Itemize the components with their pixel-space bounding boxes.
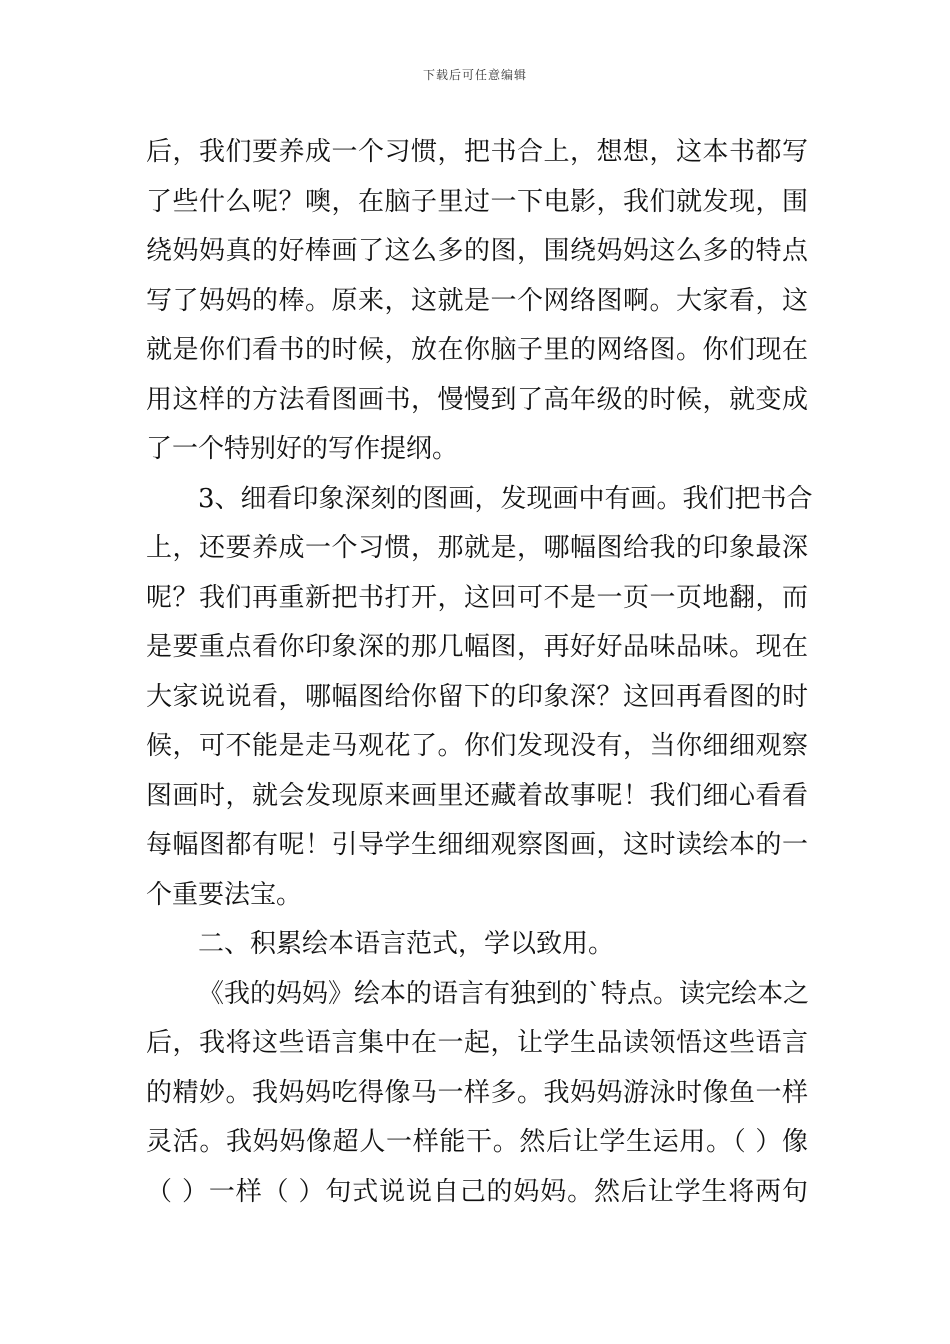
text-line: 用这样的方法看图画书，慢慢到了高年级的时候，就变成: [146, 384, 808, 415]
paragraph-start-line: 3、细看印象深刻的图画，发现画中有画。我们把书合: [198, 483, 813, 514]
text-line: 绕妈妈真的好棒画了这么多的图，围绕妈妈这么多的特点: [146, 236, 808, 266]
text-line: 是要重点看你印象深的那几幅图，再好好品味品味。现在: [146, 632, 808, 662]
text-line: 个重要法宝。: [146, 879, 303, 910]
text-line: 的精妙。我妈妈吃得像马一样多。我妈妈游泳时像鱼一样: [146, 1077, 808, 1108]
document-body: [146, 128, 813, 1217]
text-line: 灵活。我妈妈像超人一样能干。然后让学生运用。（ ）像: [146, 1127, 808, 1157]
section-heading: 二、积累绘本语言范式，学以致用。: [198, 929, 615, 959]
text-line: 后，我们要养成一个习惯，把书合上，想想，这本书都写: [146, 137, 808, 167]
text-line: 候，可不能是走马观花了。你们发现没有，当你细细观察: [146, 731, 808, 761]
text-line: 呢？我们再重新把书打开，这回可不是一页一页地翻，而: [146, 582, 808, 613]
text-line: 每幅图都有呢！引导学生细细观察图画，这时读绘本的一: [146, 830, 808, 860]
text-line: 上，还要养成一个习惯，那就是，哪幅图给我的印象最深: [146, 533, 808, 563]
text-line: 后，我将这些语言集中在一起，让学生品读领悟这些语言: [146, 1028, 808, 1058]
text-line: 写了妈妈的棒。原来，这就是一个网络图啊。大家看，这: [146, 285, 808, 316]
text-line: （ ）一样（ ）句式说说自己的妈妈。然后让学生将两句: [146, 1176, 808, 1207]
text-line: 了一个特别好的写作提纲。: [146, 434, 459, 464]
paragraph-start-line: 《我的妈妈》绘本的语言有独到的`特点。读完绘本之: [198, 978, 810, 1009]
text-line: 大家说说看，哪幅图给你留下的印象深？这回再看图的时: [146, 681, 808, 712]
page-header: 下载后可任意编辑: [422, 68, 527, 82]
text-line: 图画时，就会发现原来画里还藏着故事呢！我们细心看看: [146, 780, 808, 811]
text-line: 了些什么呢？噢，在脑子里过一下电影，我们就发现，围: [146, 186, 808, 217]
text-line: 就是你们看书的时候，放在你脑子里的网络图。你们现在: [146, 335, 808, 365]
